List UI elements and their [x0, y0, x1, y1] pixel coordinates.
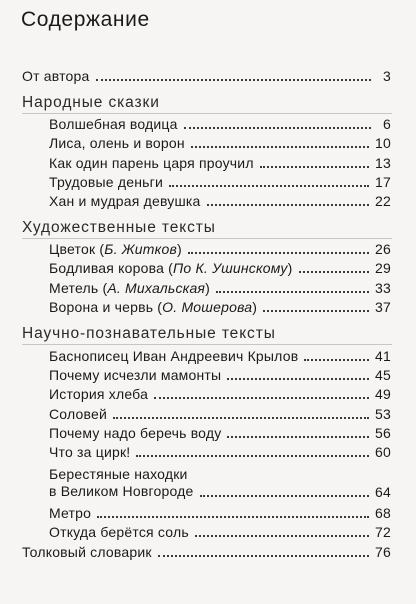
dot-leader [154, 397, 369, 399]
entry-title: Цветок [49, 241, 96, 257]
entry-label: Метель (А. Михальская) [49, 280, 210, 296]
dot-leader [260, 166, 369, 168]
dot-leader [195, 535, 369, 537]
dot-leader [263, 310, 369, 312]
entry-label: Соловей [49, 406, 107, 422]
entry-page-number: 72 [375, 524, 391, 540]
dot-leader [113, 417, 369, 419]
section-heading-folk-tales: Народные сказки [22, 94, 160, 111]
toc-entry[interactable] [49, 280, 391, 296]
dot-leader [207, 204, 369, 206]
entry-page-number: 64 [375, 484, 391, 500]
toc-entry[interactable] [49, 135, 391, 151]
entry-title: Бодливая корова [49, 260, 165, 276]
entry-label: История хлеба [49, 386, 149, 402]
dot-leader [169, 185, 369, 187]
entry-page-number: 56 [375, 425, 391, 441]
toc-entry[interactable] [49, 505, 391, 521]
entry-label: Толковый словарик [22, 544, 152, 560]
entry-label: Почему исчезли мамонты [49, 367, 222, 383]
entry-label: Ворона и червь (О. Мошерова) [49, 299, 258, 315]
dot-leader [97, 516, 369, 518]
toc-entry[interactable] [49, 524, 391, 540]
entry-label: Хан и мудрая девушка [49, 193, 201, 209]
entry-title: Ворона и червь [49, 299, 154, 315]
dot-leader [200, 495, 370, 497]
toc-entry[interactable] [49, 367, 391, 383]
entry-page-number: 45 [375, 367, 391, 383]
entry-label: От автора [22, 68, 90, 84]
toc-entry[interactable] [49, 466, 391, 500]
dot-leader [96, 79, 371, 81]
section-heading-science: Научно-познавательные тексты [22, 325, 276, 342]
entry-page-number: 49 [375, 386, 391, 402]
entry-author: Б. Житков [104, 241, 177, 257]
toc-entry[interactable] [49, 174, 391, 190]
entry-page-number: 13 [375, 155, 391, 171]
dot-leader [136, 455, 369, 457]
entry-label: Баснописец Иван Андреевич Крылов [49, 348, 299, 364]
toc-entry[interactable] [49, 116, 391, 132]
entry-label: Что за цирк! [49, 444, 131, 460]
entry-page-number: 29 [375, 260, 391, 276]
section-divider [22, 344, 392, 345]
dot-leader [227, 378, 369, 380]
entry-title: Метель [49, 280, 99, 296]
toc-entry[interactable] [49, 299, 391, 315]
entry-page-number: 6 [383, 116, 391, 132]
page-title: Содержание [21, 8, 150, 31]
entry-author: А. Михальская [107, 280, 206, 296]
dot-leader [191, 146, 369, 148]
section-heading-fiction: Художественные тексты [22, 219, 216, 236]
entry-label: Трудовые деньги [49, 174, 163, 190]
entry-label: Волшебная водица [49, 116, 178, 132]
entry-page-number: 41 [375, 348, 391, 364]
section-divider [22, 238, 392, 239]
entry-label [49, 466, 194, 500]
entry-page-number: 33 [375, 280, 391, 296]
toc-entry-glossary[interactable] [22, 544, 391, 560]
toc-entry[interactable] [49, 155, 391, 171]
toc-entry[interactable] [49, 241, 391, 257]
dot-leader [188, 252, 369, 254]
toc-entry[interactable] [49, 425, 391, 441]
entry-author: О. Мошерова [162, 299, 253, 315]
toc-entry[interactable] [49, 260, 391, 276]
toc-entry[interactable] [49, 406, 391, 422]
entry-page-number: 3 [383, 68, 391, 84]
entry-label-line1: Берестяные находки [49, 466, 188, 482]
entry-page-number: 53 [375, 406, 391, 422]
entry-label: Почему надо беречь воду [49, 425, 222, 441]
entry-label: Лиса, олень и ворон [49, 135, 185, 151]
dot-leader [216, 291, 369, 293]
dot-leader [299, 271, 370, 273]
entry-label: Откуда берётся соль [49, 524, 189, 540]
entry-label: Как один парень царя проучил [49, 155, 254, 171]
entry-page-number: 26 [375, 241, 391, 257]
dot-leader [158, 555, 369, 557]
entry-page-number: 22 [375, 193, 391, 209]
entry-label: Бодливая корова (По К. Ушинскому) [49, 260, 293, 276]
dot-leader [184, 127, 371, 129]
entry-label-line2: в Великом Новгороде [49, 483, 194, 499]
entry-page-number: 60 [375, 444, 391, 460]
entry-page-number: 76 [375, 544, 391, 560]
section-divider [22, 113, 392, 114]
entry-label: Цветок (Б. Житков) [49, 241, 182, 257]
entry-page-number: 37 [375, 299, 391, 315]
entry-page-number: 10 [375, 135, 391, 151]
entry-page-number: 68 [375, 505, 391, 521]
entry-label: Метро [49, 505, 92, 521]
toc-entry-from-author[interactable] [22, 68, 391, 84]
toc-entry[interactable] [49, 444, 391, 460]
dot-leader [304, 359, 369, 361]
toc-entry[interactable] [49, 386, 391, 402]
dot-leader [227, 436, 369, 438]
toc-entry[interactable] [49, 348, 391, 364]
toc-entry[interactable] [49, 193, 391, 209]
entry-page-number: 17 [375, 174, 391, 190]
entry-author: По К. Ушинскому [173, 260, 288, 276]
